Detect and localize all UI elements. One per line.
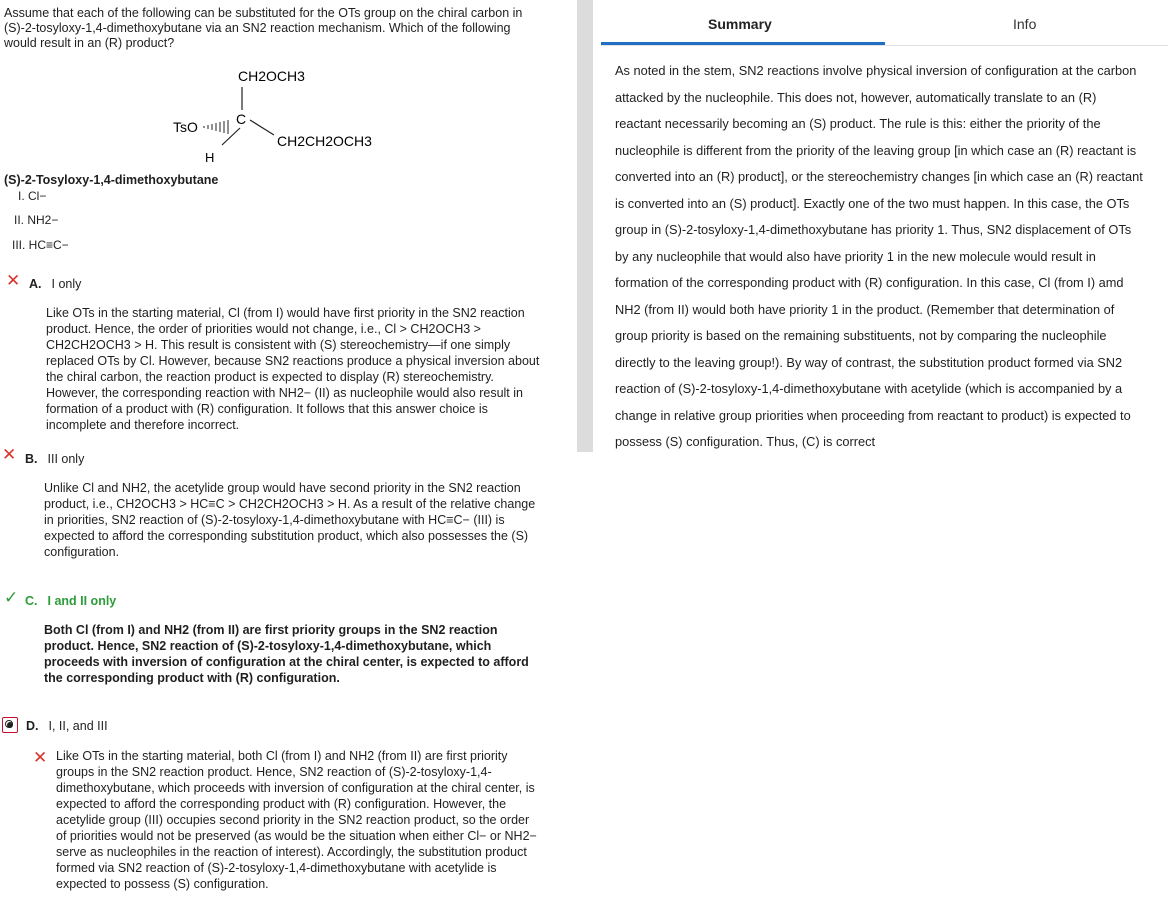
nucleophile-item: I. Cl− [18,189,47,203]
x-mark-icon: ✕ [6,271,21,290]
nucleophile-item: II. NH2− [14,213,59,227]
explanation-line: the corresponding product with (R) configuration. [44,671,340,685]
bond-bottom [222,128,240,145]
compound-name: (S)-2-Tosyloxy-1,4-dimethoxybutane [4,173,219,187]
bond-hashed-left [204,120,228,134]
explanation-line: configuration. [44,545,120,559]
explanation-line: expected to afford the corresponding product with (R) configuration. However, the [56,797,507,811]
molecule-center-atom: C [236,111,247,127]
summary-line: attacked by the nucleophile. This does not, however, automatically translate to an (R) [615,89,1097,105]
explanation-line: Unlike Cl and NH2, the acetylide group would have second priority in the SN2 reaction [44,481,521,495]
molecule-structure [160,62,420,170]
explanation-line: product. Hence, the order of priorities would not change, i.e., Cl > CH2OCH3 > [46,322,481,336]
tab-bar [601,0,1168,46]
bond-right [250,120,274,135]
panel-divider[interactable] [577,0,593,452]
explanation-line: However, the corresponding reaction with NH2− (II) as nucleophile would also result in [46,386,523,400]
explanation-line: in priorities, SN2 reaction of (S)-2-tosyloxy-1,4-dimethoxybutane with HC≡C− (III) is [44,513,505,527]
explanation-line: Both Cl (from I) and NH2 (from II) are first priority groups in the SN2 reaction [44,623,498,637]
molecule-left-group: TsO [173,119,198,135]
question-stem [4,6,552,51]
summary-text [615,58,1165,456]
explanation-line: replaced OTs by Cl. However, because SN2 reactions produce a physical inversion about [46,354,540,368]
summary-line: nucleophile is different from the priority of the leaving group [in which case an (R) reactant is [615,142,1137,158]
explanation-line: groups in the SN2 reaction product. Hence, SN2 reaction of (S)-2-tosyloxy-1,4- [56,765,492,779]
choice-letter: C. [25,594,38,608]
question-line: Assume that each of the following can be substituted for the OTs group on the chiral carbon in [4,6,523,20]
explanation-line: formation of a product with (R) configuration. It follows that this answer choice is [46,402,488,416]
molecule-bottom-atom: H [205,150,215,165]
radio-selected-icon[interactable] [2,717,18,733]
explanation-line: Like OTs in the starting material, both Cl (from I) and NH2 (from II) are first priority [56,749,508,763]
explanation-line: expected to possess (S) configuration. [56,877,269,891]
explanation-line: the chiral carbon, the reaction product is expected to display (R) stereochemistry. [46,370,494,384]
tab-summary[interactable]: Summary [708,16,772,32]
explanation-d [56,748,537,892]
summary-line: converted into an (R) product], or the stereochemistry changes [in which case an (R) reactant [615,169,1143,184]
choice-label: I, II, and III [48,719,108,733]
check-mark-icon: ✓ [4,588,19,607]
explanation-line: incomplete and therefore incorrect. [46,418,240,432]
summary-line: reaction of (S)-2-tosyloxy-1,4-dimethoxybutane with acetylide (which is accompanied by a [615,381,1123,396]
explanation-line: expected to afford the corresponding substitution product, which also possesses the (S) [44,529,529,543]
summary-line: is converted into an (S) product]. Exactly one of the two must happen. In this case, the OTs [615,195,1130,211]
explanation-line: product. Hence, SN2 reaction of (S)-2-tosyloxy-1,4-dimethoxybutane, which [44,639,492,653]
choice-label: III only [47,452,85,466]
summary-line: possess (S) configuration. Thus, (C) is correct [615,434,876,449]
choice-letter: A. [29,277,42,291]
summary-line: directly to the leaving group!). By way of contrast, the substitution product formed via SN2 [615,354,1123,370]
molecule-right-group: CH2CH2OCH3 [277,133,372,149]
summary-line: formation of the corresponding product with (R) configuration. In this case, Cl (from I) amd [615,275,1124,290]
x-mark-icon: ✕ [2,445,17,464]
explanation-line: CH2CH2OCH3 > H. This result is consistent with (S) stereochemistry—if one simply [46,338,511,352]
choice-label: I and II only [47,594,117,608]
summary-line: group priority is based on the remaining substituents, not by comparing the nucleophile [615,328,1107,343]
x-mark-icon: ✕ [33,748,48,767]
question-line: would result in an (R) product? [4,36,175,50]
answer-choice-d[interactable] [26,719,108,733]
tab-info[interactable]: Info [1013,16,1037,32]
explanation-line: acetylide group (III) occupies second priority in the SN2 reaction product, so the order [56,813,530,827]
explanation-line: of priorities would not be preserved (as would be the situation when either Cl− or NH2− [56,829,537,843]
question-panel [0,0,572,905]
question-line: (S)-2-tosyloxy-1,4-dimethoxybutane via an SN2 reaction mechanism. Which of the following [4,21,511,35]
summary-line: change in relative group priorities when proceeding from reactant to product) is expected to [615,407,1131,423]
explanation-a [46,305,539,433]
summary-line: NH2 (from II) would both have priority 1 in the product. (Remember that determination of [615,301,1115,317]
explanation-line: product, i.e., CH2OCH3 > HC≡C > CH2CH2OCH3 > H. As a result of the relative change [44,497,536,511]
tab-divider [601,45,1168,46]
summary-line: reactant necessarily becoming an (S) product. The rule is this: either the priority of the [615,116,1101,131]
explanation-line: proceeds with inversion of configuration at the chiral center, is expected to afford [44,655,529,669]
explanation-line: serve as nucleophiles in the reaction of interest). Accordingly, the substitution product [56,845,527,859]
summary-line: by any nucleophile that would also have priority 1 in the new molecule would result in [615,248,1096,264]
explanation-line: Like OTs in the starting material, Cl (from I) would have first priority in the SN2 reaction [46,306,525,320]
summary-line: group in (S)-2-tosyloxy-1,4-dimethoxybutane has priority 1. Thus, SN2 displacement of OTs [615,222,1132,237]
choice-label: I only [51,277,82,291]
explanation-line: formed via SN2 reaction of (S)-2-tosyloxy-1,4-dimethoxybutane with acetylide is [56,861,497,875]
choice-letter: B. [25,452,38,466]
answer-choice-c[interactable] [25,594,116,608]
nucleophile-item: III. HC≡C− [12,238,69,252]
explanation-b [44,480,535,560]
summary-line: As noted in the stem, SN2 reactions involve physical inversion of configuration at the carbon [615,63,1137,78]
answer-choice-a[interactable] [29,277,81,291]
explanation-line: dimethoxybutane, which proceeds with inversion of configuration at the chiral center, is [56,781,535,795]
explanation-c [44,622,529,686]
choice-letter: D. [26,719,39,733]
answer-choice-b[interactable] [25,452,84,466]
explanation-panel [601,0,1168,905]
molecule-top-group: CH2OCH3 [238,68,305,84]
